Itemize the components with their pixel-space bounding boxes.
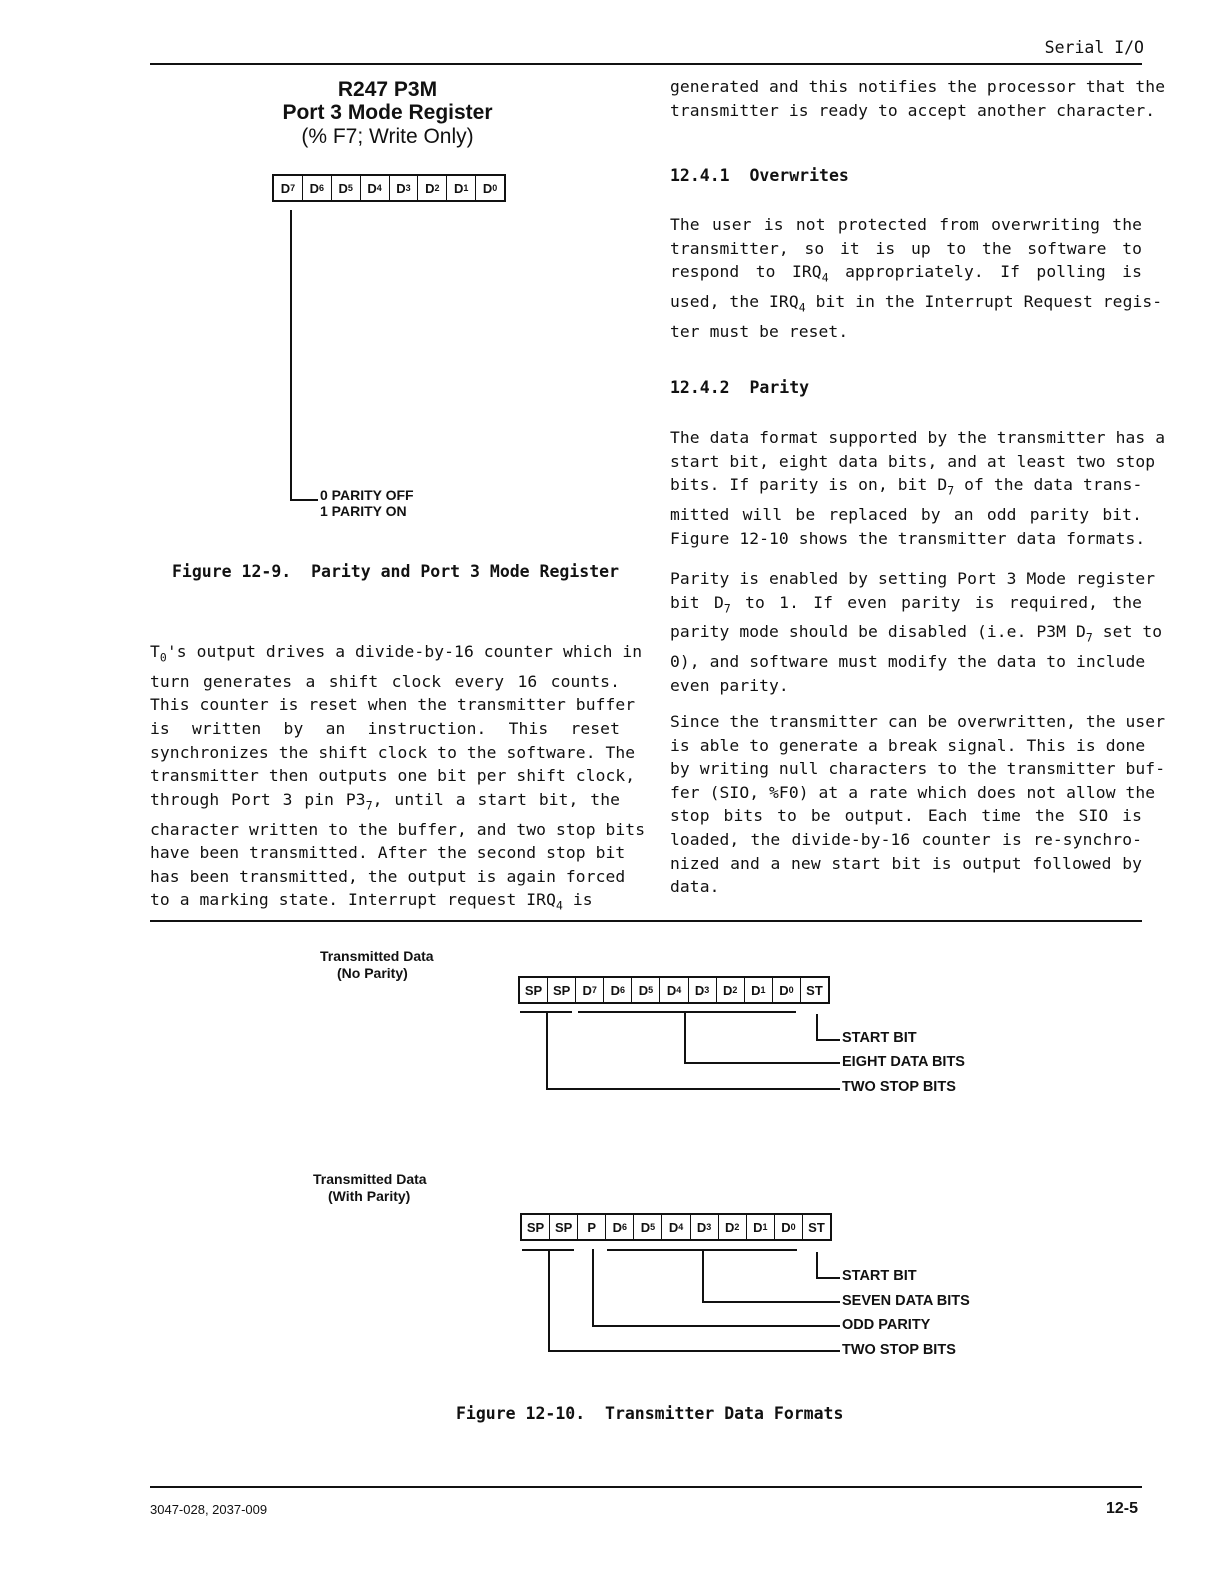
overwrites-line: ter must be reset. (670, 321, 849, 341)
fig-bottom-parity-line (592, 1325, 840, 1327)
fig-top-bit-cell: D 4 (660, 978, 688, 1002)
overwrites-line: transmitter, so it is up to the software to (670, 238, 1142, 258)
parity-off-label: 0 PARITY OFF (320, 487, 414, 503)
left-paragraph-line: have been transmitted. After the second stop bit (150, 843, 626, 863)
footer-rule (150, 1486, 1142, 1488)
parity-p3-line: by writing null characters to the transmitter buf- (670, 759, 1166, 779)
fig-top-bit-cell: SP (548, 978, 576, 1002)
fig-bottom-parity-lead (592, 1249, 594, 1326)
fig-bottom-bit-cell: D 2 (719, 1215, 747, 1239)
fig-bottom-start-label: START BIT (842, 1268, 917, 1284)
parity-p1-line: mitted will be replaced by an odd parity bit. (670, 505, 1142, 525)
left-paragraph-line: turn generates a shift clock every 16 counts. (150, 671, 620, 691)
fig-bottom-start-line (816, 1277, 840, 1279)
fig-bottom-bit-cell: P (578, 1215, 606, 1239)
fig-bottom-subtitle: (With Parity) (328, 1188, 411, 1204)
parity-p3-line: data. (670, 877, 720, 897)
figure-12-10-caption: Figure 12-10. Transmitter Data Formats (456, 1404, 844, 1423)
right-intro-paragraph (670, 75, 1166, 122)
register-bit-cell: D 7 (274, 176, 303, 200)
fig-bottom-bit-cell: D 1 (747, 1215, 775, 1239)
fig-top-subtitle: (No Parity) (337, 965, 408, 981)
left-paragraph (150, 640, 646, 918)
right-intro-line: transmitter is ready to accept another character. (670, 100, 1156, 120)
parity-paragraph-1 (670, 426, 1166, 550)
parity-p3-line: loaded, the divide-by-16 counter is re-synchro- (670, 829, 1142, 849)
running-header: Serial I/O (1044, 38, 1144, 57)
parity-p2-line: bit $D_7$ to 1. If even parity is required, the (670, 592, 1142, 615)
fig-bottom-stop-lead (548, 1249, 550, 1351)
fig-bottom-bit-cell: D 0 (775, 1215, 803, 1239)
fig-bottom-bit-cell: SP (522, 1215, 550, 1239)
fig-top-bit-cell: D 0 (773, 978, 801, 1002)
footer-doc-numbers: 3047-028, 2037-009 (150, 1502, 268, 1517)
header-rule (150, 63, 1142, 65)
fig-bottom-bit-cell: ST (808, 1219, 825, 1235)
left-paragraph-line: has been transmitted, the output is again forced (150, 866, 626, 886)
register-bit-cell: D 3 (390, 176, 419, 200)
parity-p1-line: Figure 12-10 shows the transmitter data formats. (670, 528, 1146, 548)
fig-bottom-stop-line (548, 1350, 840, 1352)
right-intro-line: generated and this notifies the processor that the (670, 77, 1166, 96)
left-paragraph-line: transmitter then outputs one bit per shift clock, (150, 766, 636, 786)
fig-bottom-frame-box (520, 1213, 832, 1241)
fig-top-frame-box (518, 976, 830, 1004)
parity-p3-line: is able to generate a break signal. This is done (670, 735, 1146, 755)
fig-top-bit-cell: D 2 (717, 978, 745, 1002)
parity-p3-line: nized and a new start bit is output followed by (670, 853, 1142, 873)
fig-bottom-data-label: SEVEN DATA BITS (842, 1293, 970, 1309)
register-title: R247 P3M (337, 78, 438, 101)
parity-p2-line: 0), and software must modify the data to include (670, 652, 1146, 672)
fig-bottom-stop-label: TWO STOP BITS (842, 1342, 956, 1358)
fig-bottom-data-lead (702, 1249, 704, 1302)
parity-p1-line: bits. If parity is on, bit $D_7$ of the data trans- (670, 475, 1143, 498)
fig-top-bit-cell: SP (520, 978, 548, 1002)
fig-top-title: Transmitted Data (320, 948, 434, 964)
fig-bottom-bit-cell: D 6 (606, 1215, 634, 1239)
register-bit-cell: D 2 (418, 176, 447, 200)
fig-bottom-title: Transmitted Data (313, 1171, 427, 1187)
parity-p3-line: Since the transmitter can be overwritten, the user (670, 712, 1166, 731)
fig-top-data-lead (684, 1011, 686, 1063)
section-12-4-1-heading: 12.4.1 Overwrites (670, 166, 849, 185)
fig-top-data-bracket (578, 1011, 796, 1013)
overwrites-line: The user is not protected from overwriting the (670, 215, 1142, 234)
overwrites-line: respond to $IRQ_4$ appropriately. If polling is (670, 262, 1142, 285)
overwrites-line: used, the $IRQ_4$ bit in the Interrupt Request regis- (670, 292, 1163, 315)
parity-p3-line: stop bits to be output. Each time the SIO is (670, 806, 1142, 826)
register-name: Port 3 Mode Register (282, 101, 493, 124)
register-bit-cell: D 0 (482, 180, 498, 196)
figure-12-9-caption: Figure 12-9. Parity and Port 3 Mode Register (172, 562, 620, 581)
fig-top-bit-cell: D 3 (689, 978, 717, 1002)
left-paragraph-line: character written to the buffer, and two stop bits (150, 819, 646, 839)
parity-paragraph-3 (670, 710, 1166, 899)
fig-top-bit-cell: D 1 (745, 978, 773, 1002)
overwrites-paragraph (670, 213, 1163, 343)
fig-top-start-line (816, 1039, 840, 1041)
register-bit-cell: D 5 (332, 176, 361, 200)
fig-bottom-bit-cell: D 3 (691, 1215, 719, 1239)
section-12-4-2-heading: 12.4.2 Parity (670, 378, 810, 397)
register-bit-cell: D 4 (361, 176, 390, 200)
fig-top-bit-cell: ST (806, 982, 823, 998)
left-paragraph-line: to a marking state. Interrupt request $IRQ_4$ is (150, 890, 593, 913)
fig-bottom-parity-label: ODD PARITY (842, 1317, 931, 1333)
parity-p3-line: fer (SIO, %F0) at a rate which does not allow the (670, 782, 1156, 802)
fig-top-bit-cell: D 6 (604, 978, 632, 1002)
fig-bottom-bit-cell: D 5 (634, 1215, 662, 1239)
fig-top-stop-label: TWO STOP BITS (842, 1079, 956, 1095)
fig-top-data-line (684, 1062, 840, 1064)
left-paragraph-line: synchronizes the shift clock to the software. The (150, 742, 636, 762)
register-bit-cell: D 6 (303, 176, 332, 200)
parity-p1-line: start bit, eight data bits, and at least two stop (670, 451, 1156, 471)
fig-top-stop-lead (546, 1011, 548, 1089)
parity-p2-line: even parity. (670, 675, 789, 695)
fig-bottom-data-line (702, 1301, 840, 1303)
left-paragraph-line: through Port 3 pin $P3_7$, until a start bit, the (150, 789, 621, 813)
left-paragraph-line: is written by an instruction. This reset (150, 719, 620, 739)
fig-top-start-lead (816, 1014, 818, 1040)
fig-bottom-bit-cell: D 4 (662, 1215, 690, 1239)
footer-page-number: 12-5 (1105, 1500, 1138, 1517)
mid-rule (150, 920, 1142, 922)
register-bit7-lead (290, 210, 292, 500)
parity-p2-line: Parity is enabled by setting Port 3 Mode register (670, 569, 1156, 588)
fig-bottom-bit-cell: SP (550, 1215, 578, 1239)
fig-top-start-label: START BIT (842, 1030, 917, 1046)
fig-top-data-label: EIGHT DATA BITS (842, 1054, 965, 1070)
left-paragraph-line: This counter is reset when the transmitter buffer (150, 695, 636, 715)
parity-p2-line: parity mode should be disabled (i.e. P3M $D_7$ set to (670, 622, 1163, 645)
parity-on-label: 1 PARITY ON (320, 503, 407, 519)
register-bit7-tick (290, 499, 318, 501)
left-paragraph-line: $T_0's$ output drives a divide-by-16 counter which in (150, 642, 643, 665)
fig-top-bit-cell: D 5 (632, 978, 660, 1002)
register-address: (% F7; Write Only) (301, 125, 474, 148)
parity-paragraph-2 (670, 567, 1163, 697)
register-bit-box (272, 174, 506, 202)
fig-bottom-start-lead (816, 1252, 818, 1278)
fig-top-bit-cell: D 7 (576, 978, 604, 1002)
fig-top-stop-line (546, 1088, 840, 1090)
parity-p1-line: The data format supported by the transmitter has a (670, 428, 1166, 447)
register-bit-cell: D 1 (447, 176, 476, 200)
